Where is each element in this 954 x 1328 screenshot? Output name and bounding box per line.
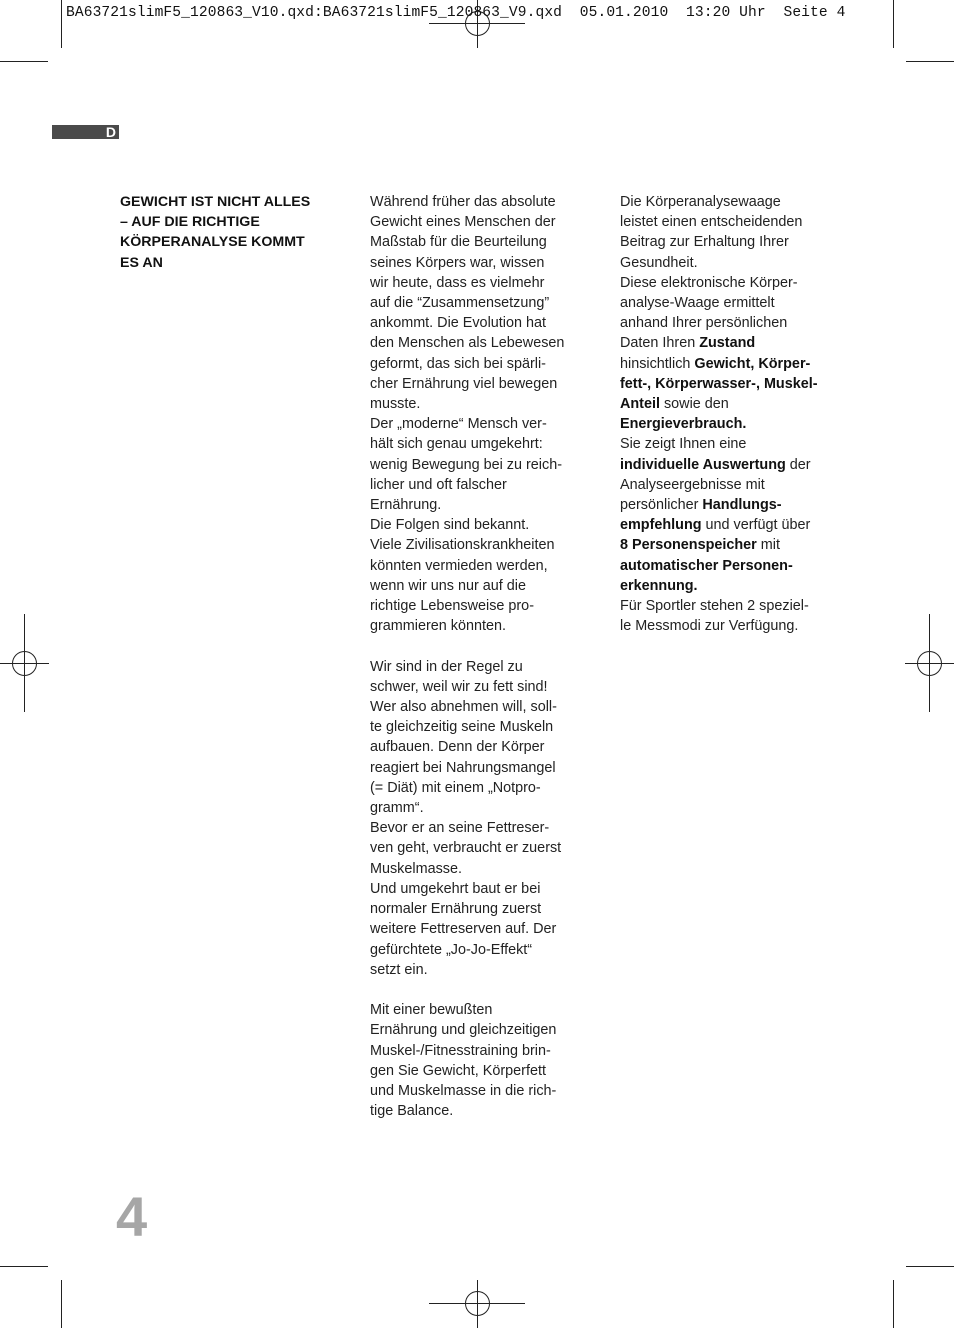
- body-text-line: licher und oft falscher: [370, 476, 507, 493]
- text-run: Beitrag zur Erhaltung Ihrer: [620, 234, 789, 251]
- body-text-line: Bevor er an seine Fettreser-: [370, 820, 550, 837]
- body-text-line: musste.: [370, 396, 421, 413]
- body-text-line: Die Folgen sind bekannt.: [370, 517, 530, 534]
- body-text-line: richtige Lebensweise pro-: [370, 598, 534, 615]
- body-text-line: hält sich genau umgekehrt:: [370, 436, 543, 453]
- bold-text-run: empfehlung: [620, 517, 702, 534]
- text-run: Für Sportler stehen 2 speziel-: [620, 598, 809, 615]
- body-text-line: seines Körpers war, wissen: [370, 254, 545, 271]
- body-text-line: Ernährung und gleichzeitigen: [370, 1022, 557, 1039]
- body-text-line: grammieren könnten.: [370, 618, 506, 635]
- text-run: Analyseergebnisse mit: [620, 476, 765, 493]
- bold-text-run: automatischer Personen-: [620, 557, 793, 574]
- body-text-line: könnten vermieden werden,: [370, 557, 548, 574]
- body-text-line: gefürchtete „Jo-Jo-Effekt“: [370, 941, 533, 958]
- body-text-line: (= Diät) mit einem „Notpro-: [370, 779, 541, 796]
- body-text-line: Der „moderne“ Mensch ver-: [370, 416, 547, 433]
- body-text-line: Muskel-/Fitnesstraining brin-: [370, 1042, 551, 1059]
- body-text-line: Maßstab für die Beurteilung: [370, 234, 547, 251]
- body-text-line: gramm“.: [370, 800, 424, 817]
- text-run: mit: [756, 537, 780, 554]
- body-text-line: te gleichzeitig seine Muskeln: [370, 719, 554, 736]
- body-text-line: reagiert bei Nahrungsmangel: [370, 759, 556, 776]
- body-text-line: Während früher das absolute: [370, 194, 556, 210]
- text-run: hinsichtlich: [620, 355, 695, 372]
- text-run: sowie den: [659, 396, 729, 413]
- registration-mark-right: [905, 614, 954, 712]
- heading-line: KÖRPERANALYSE KOMMT: [120, 234, 305, 251]
- text-run: le Messmodi zur Verfügung.: [620, 618, 799, 635]
- body-text-line: schwer, weil wir zu fett sind!: [370, 678, 548, 695]
- body-text-line: Wir sind in der Regel zu: [370, 658, 523, 675]
- bold-text-run: Anteil: [620, 396, 660, 413]
- body-text-line: und Muskelmasse in die rich-: [370, 1082, 557, 1099]
- heading-line: ES AN: [120, 254, 163, 271]
- bold-text-run: Handlungs-: [702, 497, 782, 514]
- body-text-line: Wer also abnehmen will, soll-: [370, 699, 557, 716]
- registration-mark-bottom: [429, 1280, 525, 1328]
- language-code: D: [105, 124, 116, 140]
- text-run: Die Körperanalysewaage: [620, 194, 781, 210]
- body-text-line: ven geht, verbraucht er zuerst: [370, 840, 562, 857]
- body-text-line: wenn wir uns nur auf die: [370, 577, 526, 594]
- registration-mark-left: [0, 614, 49, 712]
- bold-text-run: Energieverbrauch.: [620, 416, 747, 433]
- print-slug-line: BA63721slimF5_120863_V10.qxd:BA63721slimF5_120863_V9.qxd 05.01.2010 13:20 Uhr Seite 4: [66, 5, 846, 21]
- body-text-line: Mit einer bewußten: [370, 1002, 493, 1019]
- body-text-line: den Menschen als Lebewesen: [370, 335, 565, 352]
- heading-line: GEWICHT IST NICHT ALLES: [120, 194, 311, 210]
- page-number: 4: [116, 1185, 148, 1248]
- text-run: analyse-Waage ermittelt: [620, 295, 775, 312]
- text-run: Sie zeigt Ihnen eine: [620, 436, 747, 453]
- bold-text-run: individuelle Auswertung: [620, 456, 786, 473]
- text-run: persönlicher: [620, 497, 703, 514]
- body-text-line: Und umgekehrt baut er bei: [370, 880, 541, 897]
- body-text-line: weitere Fettreserven auf. Der: [370, 921, 557, 938]
- body-text-line: Muskelmasse.: [370, 860, 462, 877]
- body-text-line: wir heute, dass es vielmehr: [370, 274, 545, 291]
- body-text-line: aufbauen. Denn der Körper: [370, 739, 545, 756]
- bold-text-run: Gewicht, Körper-: [694, 355, 811, 372]
- text-run: Daten Ihren: [620, 335, 700, 352]
- text-run: und verfügt über: [701, 517, 811, 534]
- body-text-line: wenig Bewegung bei zu reich-: [370, 456, 562, 473]
- body-text-line: tige Balance.: [370, 1103, 454, 1120]
- body-text-line: cher Ernährung viel bewegen: [370, 375, 558, 392]
- text-run: anhand Ihrer persönlichen: [620, 315, 788, 332]
- body-text-line: setzt ein.: [370, 961, 428, 978]
- body-text-line: Viele Zivilisationskrankheiten: [370, 537, 555, 554]
- text-run: Gesundheit.: [620, 254, 698, 271]
- heading-line: – AUF DIE RICHTIGE: [120, 214, 260, 231]
- bold-text-run: 8 Personenspeicher: [620, 537, 757, 554]
- text-run: der: [785, 456, 811, 473]
- body-text-line: gen Sie Gewicht, Körperfett: [370, 1062, 546, 1079]
- bold-text-run: fett-, Körperwasser-, Muskel-: [620, 375, 818, 392]
- body-text-line: ankommt. Die Evolution hat: [370, 315, 546, 332]
- bold-text-run: Zustand: [699, 335, 756, 352]
- text-run: leistet einen entscheidenden: [620, 214, 803, 231]
- bold-text-run: erkennung.: [620, 577, 698, 594]
- text-run: Diese elektronische Körper-: [620, 274, 798, 291]
- body-text-line: Gewicht eines Menschen der: [370, 214, 556, 231]
- body-text-line: geformt, das sich bei spärli-: [370, 355, 546, 372]
- body-text-line: normaler Ernährung zuerst: [370, 901, 542, 918]
- body-text-line: Ernährung.: [370, 497, 442, 514]
- body-text-line: auf die “Zusammensetzung”: [370, 295, 550, 312]
